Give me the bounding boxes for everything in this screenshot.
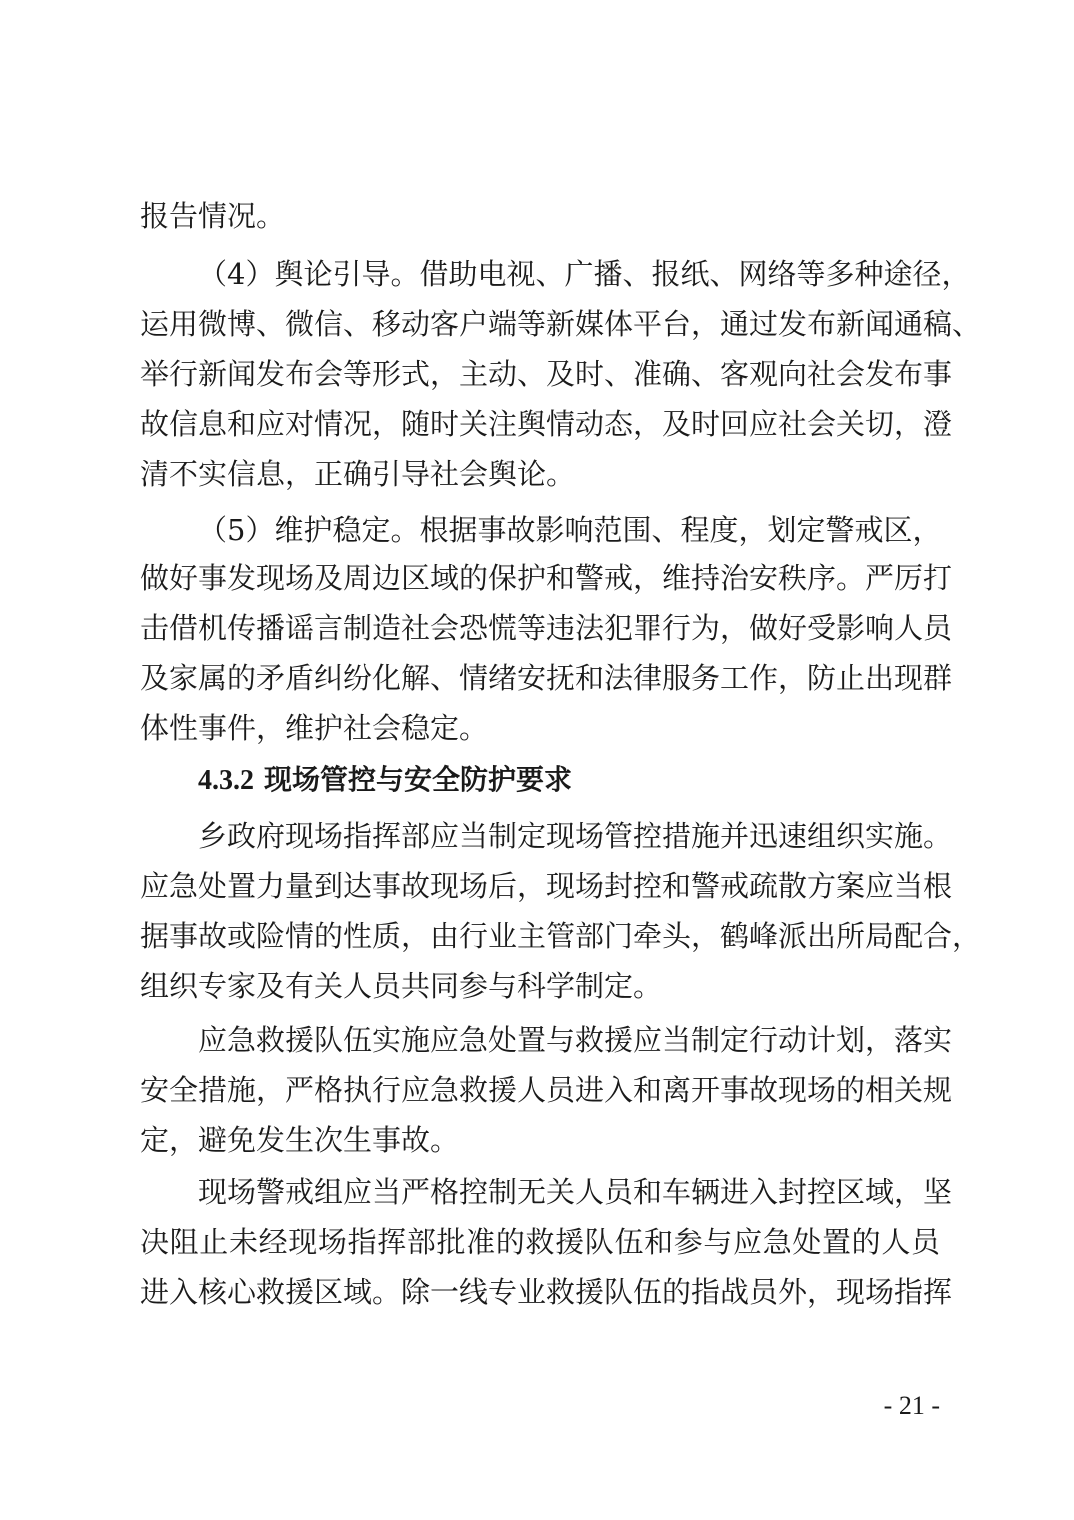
text-line: 清不实信息，正确引导社会舆论。 <box>140 457 576 491</box>
text-line: 决阻止未经现场指挥部批准的救援队伍和参与应急处置的人员 <box>140 1225 940 1259</box>
text-line: 现场警戒组应当严格控制无关人员和车辆进入封控区域，坚 <box>198 1175 953 1209</box>
text-line: 据事故或险情的性质，由行业主管部门牵头，鹤峰派出所局配合， <box>140 919 982 953</box>
section-heading <box>198 760 940 800</box>
page-number: - 21 - <box>883 1391 940 1420</box>
text-line: 做好事发现场及周边区域的保护和警戒，维持治安秩序。严厉打 <box>140 561 953 595</box>
text-line: 体性事件，维护社会稳定。 <box>140 711 489 745</box>
text-line: 应急救援队伍实施应急处置与救援应当制定行动计划，落实 <box>198 1023 953 1057</box>
text-line: 进入核心救援区域。除一线专业救援队伍的指战员外，现场指挥 <box>140 1275 953 1309</box>
text-line: （5）维护稳定。根据事故影响范围、程度，划定警戒区， <box>198 513 942 547</box>
text-line: 报告情况。 <box>140 199 286 233</box>
text-line: 安全措施，严格执行应急救援人员进入和离开事故现场的相关规 <box>140 1073 953 1107</box>
text-line: 及家属的矛盾纠纷化解、情绪安抚和法律服务工作，防止出现群 <box>140 661 953 695</box>
text-line: （4）舆论引导。借助电视、广播、报纸、网络等多种途径， <box>198 257 971 291</box>
text-line: 定，避免发生次生事故。 <box>140 1123 460 1157</box>
text-line: 击借机传播谣言制造社会恐慌等违法犯罪行为，做好受影响人员 <box>140 611 953 645</box>
section-number: 4.3.2 <box>198 765 254 796</box>
text-line: 举行新闻发布会等形式，主动、及时、准确、客观向社会发布事 <box>140 357 953 391</box>
text-line: 组织专家及有关人员共同参与科学制定。 <box>140 969 663 1003</box>
text-line: 故信息和应对情况，随时关注舆情动态，及时回应社会关切，澄 <box>140 407 953 441</box>
section-title: 现场管控与安全防护要求 <box>264 763 573 796</box>
text-line: 乡政府现场指挥部应当制定现场管控措施并迅速组织实施。 <box>198 819 953 853</box>
text-line: 应急处置力量到达事故现场后，现场封控和警戒疏散方案应当根 <box>140 869 953 903</box>
text-line: 运用微博、微信、移动客户端等新媒体平台，通过发布新闻通稿、 <box>140 307 982 341</box>
